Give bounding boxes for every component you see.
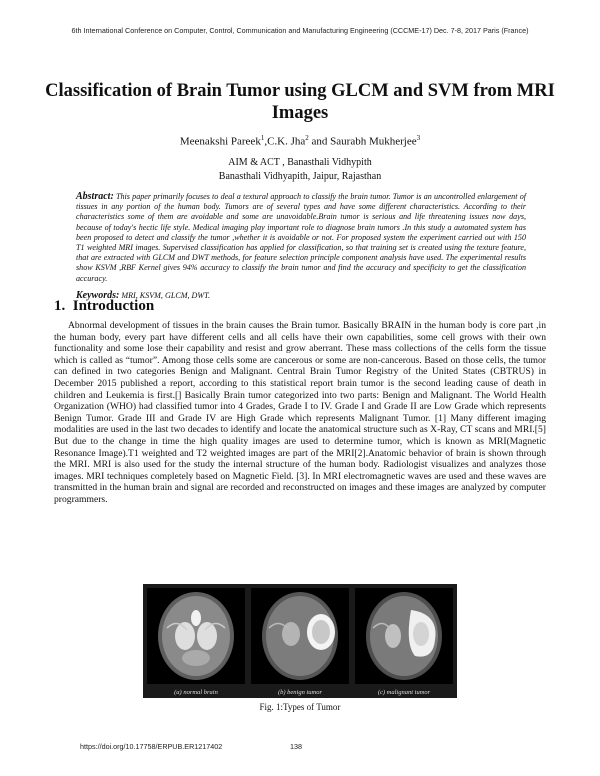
- author-2: ,C.K. Jha: [264, 135, 306, 148]
- page-number: 138: [290, 742, 302, 751]
- author-3: and Saurabh Mukherjee: [308, 135, 417, 148]
- mri-benign-tumor-image: [251, 588, 349, 684]
- author-1: Meenakshi Pareek: [179, 135, 261, 148]
- affiliation-line-1: AIM & ACT , Banasthali Vidhypith: [228, 157, 372, 168]
- figure-brain-mri: [143, 584, 457, 698]
- author-3-mark: 3: [416, 134, 421, 142]
- affiliation: [0, 156, 600, 184]
- author-line: [0, 134, 600, 148]
- intro-paragraph: Abnormal development of tissues in the brain causes the Brain tumor. Basically BRAIN in the human body is core part ,in the human body, every part have different cells and all cells have their own capabilities, some cell grows with their own functionality and some lose their capability and resist and grow aberrant. These mass collections of the cells form the tissue which is called as “tumor”. Among those cells some are cancerous or some are non-cancerous. Based on those cells, the tumor can defined in two categories Benign and Malignant. Central Brain Tumor Registry of the United States (CBTRUS) in December 2015 published a report, according to this statistical report brain tumor is the second leading cause of death in children and Leukemia is first.[] Basically Brain tumor categorized into two parts: Benign and Malignant. The World Health Organization (WHO) had classified tumor into 4 Grades, Grade I to IV. Grade I and Grade II are Low Grade which represents Benign Tumor. Grade III and Grade IV are High Grade which represents Malignant Tumor. [1] Many different imaging modalities are used in the last two decades to identify and locate the anatomical structure such as X-Ray, CT scans and MRI.[5] But due to the change in time the high quality images are used to determine tumor, which is known as MRI(Magnetic Resonance Image).T1 weighted and T2 weighted images are part of the MRI[2].Anatomic behavior of brain is shown through the MRI. MRI is also used for the study the internal structure of the human body. Radiologist visualizes and analyzes those images. MRI techniques completely based on Magnetic Field. [3]. In MRI electromagnetic waves are used and these waves are transmitted in the human brain and signal are recorded and reconstructed on images and these images are analyzed by computer programmers.: [54, 320, 546, 505]
- mri-malignant-tumor-image: [355, 588, 453, 684]
- section-title: Introduction: [72, 298, 155, 314]
- section-heading: [54, 298, 154, 315]
- keywords-text: MRI, KSVM, GLCM, DWT.: [119, 291, 211, 300]
- doi-link[interactable]: https://doi.org/10.17758/ERPUB.ER1217402: [80, 742, 223, 751]
- figure-label-c: (c) malignant tumor: [377, 689, 431, 696]
- abstract: [76, 192, 526, 284]
- paper-title: Classification of Brain Tumor using GLCM and SVM from MRI Images: [45, 81, 555, 123]
- figure-label-a: (a) normal brain: [174, 689, 218, 696]
- figure-caption: Fig. 1:Types of Tumor: [259, 702, 341, 712]
- mri-normal-brain-image: [147, 588, 245, 684]
- section-number: 1.: [54, 298, 66, 314]
- affiliation-line-2: Banasthali Vidhyapith, Jaipur, Rajasthan: [218, 171, 382, 182]
- author-2-mark: 2: [305, 134, 309, 142]
- conference-header: 6th International Conference on Computer, Control, Communication and Manufacturing Engineering (CCCME-17) Dec. 7-8, 2017 Paris (France): [71, 26, 529, 35]
- figure-label-b: (b) benign tumor: [277, 689, 323, 696]
- keywords-label: Keywords:: [76, 290, 120, 301]
- abstract-label: Abstract:: [76, 191, 114, 202]
- abstract-text: This paper primarily focuses to deal a textural approach to classify the brain tumor. Tumor is an uncontrolled enlargement of tissues in any portion of the human body. Tumors are of several types and have some different characteristics. According to their characteristics some of them are avoidable and some are unavoidable.Brain tumor is serious and life threatening issues now days, because of today's hectic life style. Medical imaging play important role to diagnose brain tumors .In this study a automated system has been proposed to detect and classify the tumor ,whether it is avoidable or not. For proposed system the experiment carried out with 150 T1 weighted MRI images. Supervised classification has applied for classification, so that training set is created using the texture feature, that are extracted with GLCM and DWT methods, for feature selection principle component analysis have used. The experimental results show KSVM ,RBF Kernel gives 94% accuracy to classify the brain tumor and find the accuracy and specificity to get the classification accuracy.: [76, 192, 526, 283]
- author-1-mark: 1: [260, 134, 265, 142]
